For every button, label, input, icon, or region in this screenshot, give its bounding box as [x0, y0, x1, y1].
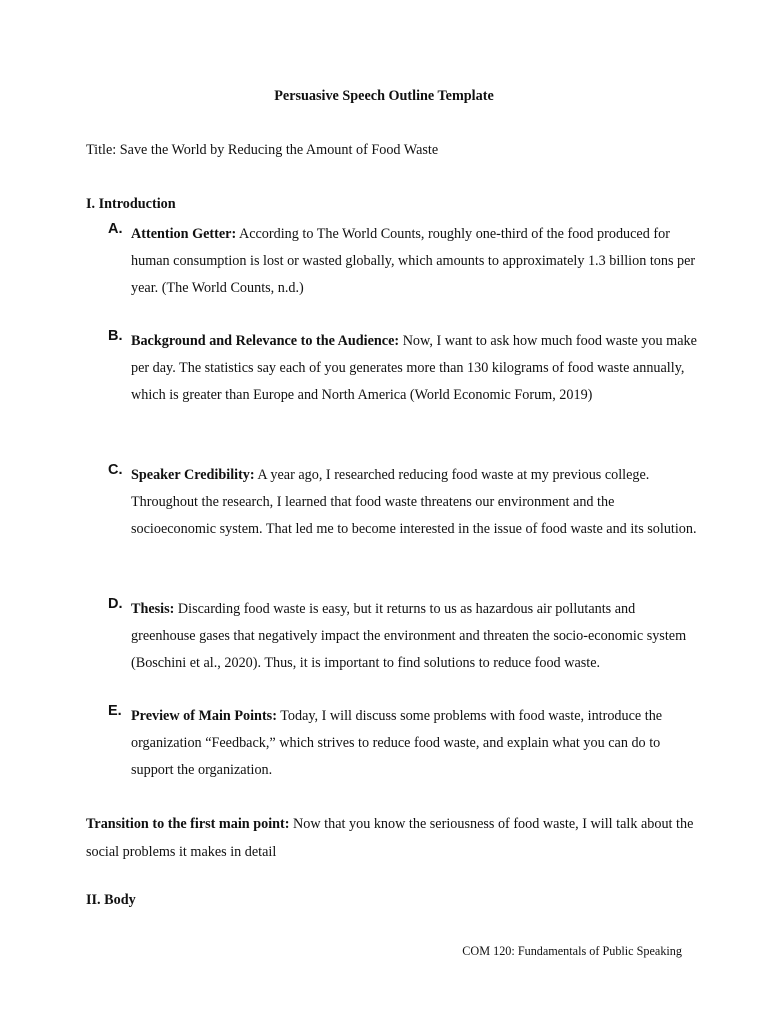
item-letter: E. [108, 703, 122, 719]
item-body [131, 596, 698, 677]
item-letter: A. [108, 221, 123, 237]
item-body [131, 462, 698, 543]
transition-text: Now that you know the seriousness of food waste, I will talk about the social problems it makes in detail [86, 816, 694, 860]
item-text: According to The World Counts, roughly one-third of the food produced for human consumption is lost or wasted globally, which amounts to approximately 1.3 billion tons per year. (The World Counts, n.d.) [131, 226, 696, 296]
item-label: Speaker Credibility: [131, 467, 255, 483]
item-label: Attention Getter: [131, 226, 237, 242]
item-body [131, 328, 698, 409]
item-text: A year ago, I researched reducing food waste at my previous college. Throughout the research, I learned that food waste threatens our environment and the socioeconomic system. That led me to become interested in the issue of food waste and its solution. [131, 467, 697, 537]
item-text: Today, I will discuss some problems with food waste, introduce the organization “Feedback,” which strives to reduce food waste, and explain what you can do to support the organization. [131, 708, 663, 778]
item-text: Now, I want to ask how much food waste you make per day. The statistics say each of you generates more than 130 kilograms of food waste annually, which is greater than Europe and North America (World Economic Forum, 2019) [131, 333, 697, 403]
item-text: Discarding food waste is easy, but it returns to us as hazardous air pollutants and greenhouse gases that negatively impact the environment and threaten the socio-economic system (Boschini et al., 2020). Thus, it is important to find solutions to reduce food waste. [131, 601, 687, 671]
intro-item-thesis [108, 596, 698, 677]
item-letter: D. [108, 596, 123, 612]
intro-item-preview [108, 703, 698, 784]
item-letter: C. [108, 462, 123, 478]
item-letter: B. [108, 328, 123, 344]
section-heading-body: II. Body [86, 892, 136, 908]
section-heading-introduction: I. Introduction [86, 196, 176, 212]
item-label: Preview of Main Points: [131, 708, 277, 724]
page-footer: COM 120: Fundamentals of Public Speaking [462, 944, 682, 958]
intro-item-background [108, 328, 698, 409]
item-body [131, 221, 698, 302]
item-label: Background and Relevance to the Audience: [131, 333, 400, 349]
intro-item-speaker-credibility [108, 462, 698, 543]
intro-item-attention-getter [108, 221, 698, 302]
speech-title: Title: Save the World by Reducing the Amount of Food Waste [86, 142, 439, 158]
document-heading: Persuasive Speech Outline Template [274, 88, 494, 104]
item-label: Thesis: [131, 601, 175, 617]
transition-label: Transition to the first main point: [86, 816, 290, 832]
item-body [131, 703, 698, 784]
transition-statement [86, 810, 706, 866]
